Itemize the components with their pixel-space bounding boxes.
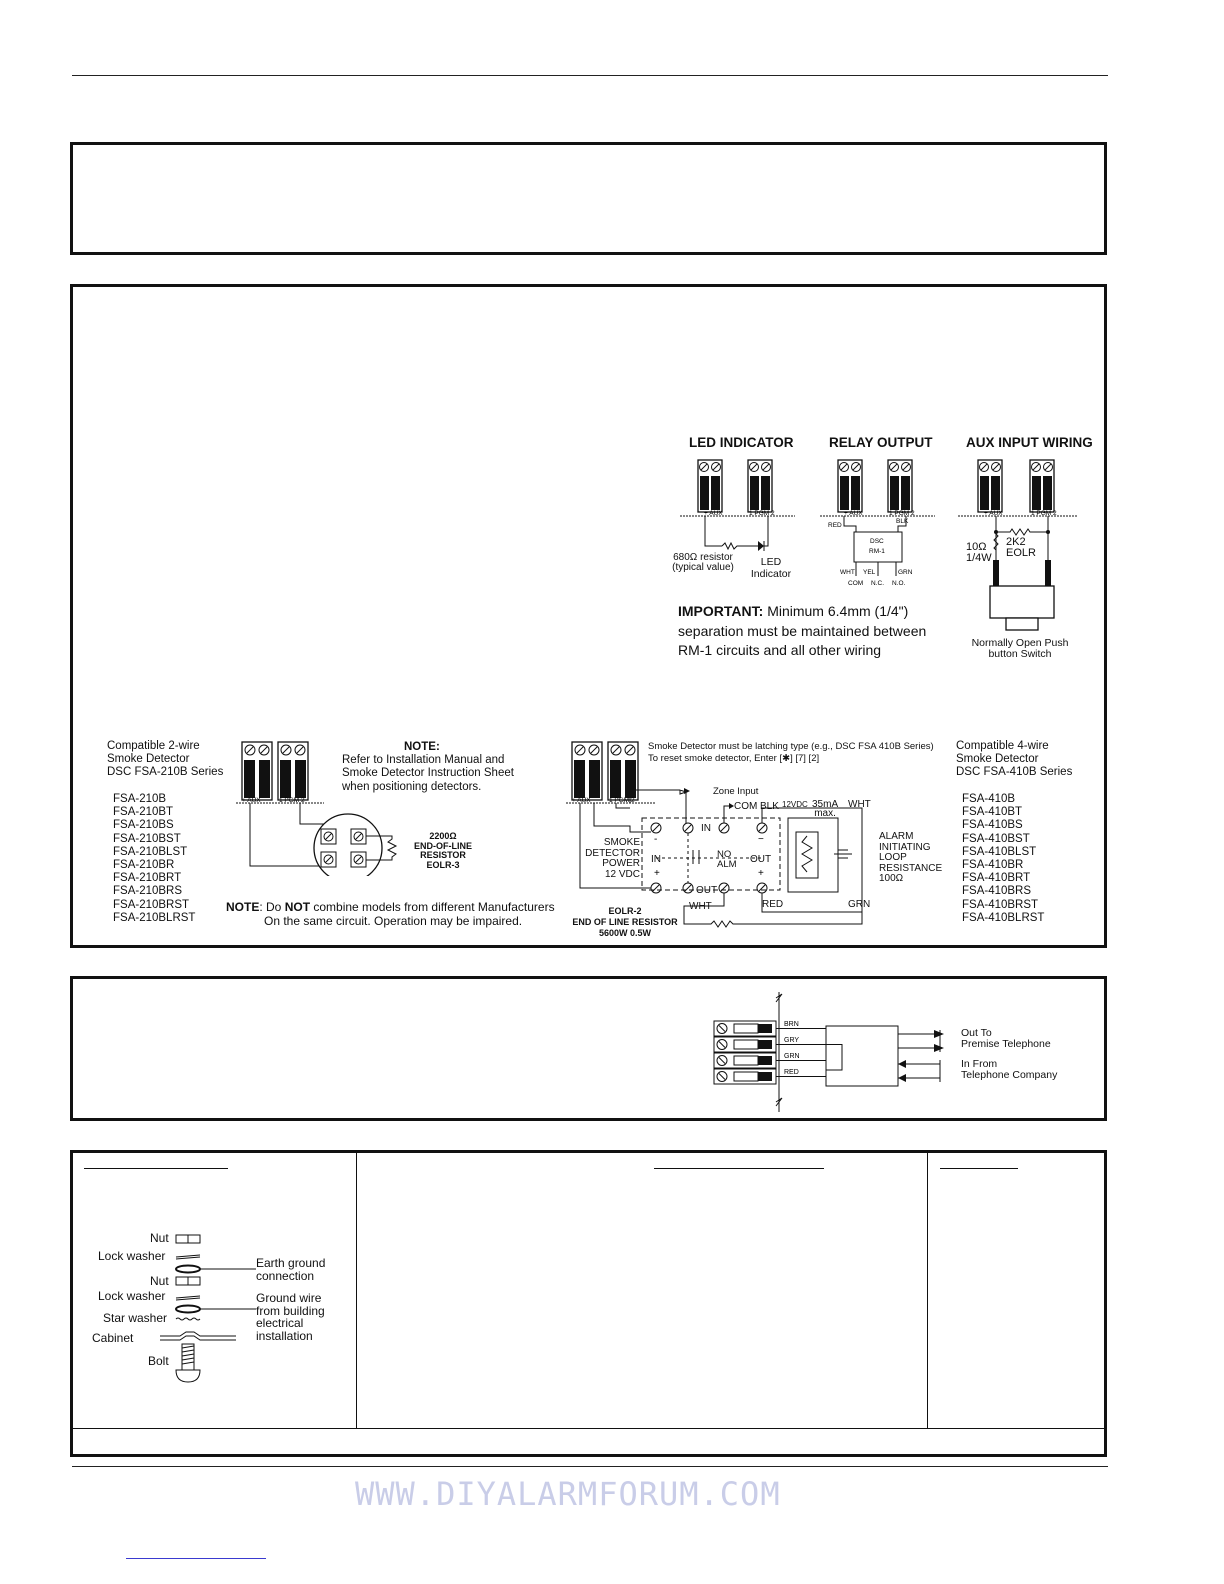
list-item: FSA-410B: [962, 793, 1016, 805]
loop-resistance-label: [879, 832, 942, 885]
four-wire-heading: [956, 740, 1072, 780]
relay-terminal-blocks: [820, 460, 935, 587]
in-line2: Telephone Company: [961, 1068, 1058, 1081]
aux-aux-label: + AUX: [984, 510, 1003, 517]
led-resistor-label: 680Ω resistor (typical value): [672, 552, 734, 573]
table-divider-right: [927, 1152, 928, 1429]
wire-grn-label: GRN: [784, 1053, 800, 1060]
cabinet-label: Cabinet: [92, 1331, 134, 1345]
wht-bottom-label: WHT: [689, 901, 712, 912]
list-item: FSA-410BR: [962, 858, 1024, 871]
blk-label: BLK: [760, 801, 779, 812]
gw-line1: Ground wire: [256, 1291, 322, 1305]
two-wire-note-line1: Refer to Installation Manual and: [342, 754, 505, 767]
star-washer-label: Star washer: [103, 1311, 168, 1325]
list-item: FSA-210BRS: [113, 885, 183, 898]
aux-input-title: AUX INPUT WIRING: [966, 435, 1093, 450]
list-item: FSA-410BLST: [962, 845, 1037, 858]
rm1-label-b: RM-1: [869, 548, 885, 555]
led-aux-label: + AUX: [704, 510, 723, 517]
eolr2-line1: EOLR-2: [608, 906, 642, 916]
gw-line3: electrical: [256, 1316, 304, 1330]
in-left-label: IN: [651, 854, 661, 865]
list-item: FSA-210BRST: [113, 898, 190, 911]
in-top-label: IN: [701, 823, 711, 834]
relay-wire-yel: YEL: [863, 569, 876, 576]
led-indicator-title: LED INDICATOR: [689, 435, 794, 450]
plus-right-bottom: +: [758, 868, 764, 879]
gw-line2: from building: [256, 1303, 325, 1318]
two-wire-heading: [107, 740, 223, 780]
relay-pgm-label: 1 PGM 2: [889, 510, 915, 517]
led-pgm-label: 1 PGM 2: [749, 510, 775, 517]
eolr2-line2: END OF LINE RESISTOR: [572, 917, 678, 927]
aux-r1-label: 10Ω 1/4W: [966, 541, 992, 564]
important-line3: RM-1 circuits and all other wiring: [678, 642, 882, 658]
out-line1: Out To: [961, 1027, 992, 1039]
list-item: FSA-410BST: [962, 832, 1030, 845]
led-indicator-label: LED Indicator: [750, 556, 792, 580]
bottom-rule: [72, 1466, 1108, 1467]
four-wire-heading-2: Smoke Detector: [956, 753, 1039, 766]
aux-r2-label: 2K2 EOLR: [1006, 536, 1036, 559]
ma-line1: 35mA: [812, 799, 839, 810]
list-item: FSA-210BRT: [113, 872, 182, 885]
two-wire-note: [342, 741, 514, 794]
earth-ground-label: [256, 1257, 325, 1282]
warn-line2: On the same circuit. Operation may be impaired.: [264, 914, 523, 928]
relay-wire-grn: GRN: [898, 569, 913, 576]
list-item: FSA-210BLST: [113, 845, 188, 858]
eol3-line2: END-OF-LINE: [414, 840, 472, 851]
list-item: FSA-210B: [113, 793, 167, 805]
power-line3: POWER: [602, 858, 640, 869]
list-item: FSA-210BLRST: [113, 911, 196, 924]
relay-term-com: COM: [848, 580, 864, 587]
loop-line3: LOOP: [879, 852, 907, 863]
earth-line2: connection: [256, 1268, 315, 1283]
wire-red-label: RED: [784, 1069, 799, 1076]
plus-left-bottom: +: [654, 868, 660, 879]
list-item: FSA-210BST: [113, 832, 181, 845]
col1-heading-underline: [84, 1168, 228, 1169]
no-alm-label: NO ALM: [717, 849, 737, 870]
eolr2-line3: 5600W 0.5W: [598, 928, 652, 938]
earth-line1: Earth ground: [256, 1256, 326, 1270]
relay-wire-red: RED: [828, 522, 842, 529]
warn-b: NOT: [284, 900, 311, 914]
important-line1: Minimum 6.4mm (1/4"): [767, 603, 909, 619]
nut2-label: Nut: [150, 1274, 169, 1288]
lock1-label: Lock washer: [98, 1249, 166, 1263]
relay-aux-label: + AUX: [844, 510, 863, 517]
in-from-telco-label: [961, 1059, 1057, 1080]
four-wire-heading-3: DSC FSA-410B Series: [956, 766, 1073, 779]
watermark: WWW.DIYALARMFORUM.COM: [355, 1475, 781, 1513]
led-terminal-blocks: [680, 460, 795, 551]
out-bottom-label: OUT: [696, 885, 718, 896]
detector-power-label: [580, 838, 640, 880]
loop-line1: ALARM: [879, 831, 914, 842]
grounding-hardware-diagram: [160, 1228, 260, 1388]
footer-link-underline[interactable]: [126, 1558, 266, 1559]
gw-line4: installation: [256, 1328, 313, 1343]
out-line2: Premise Telephone: [961, 1037, 1051, 1050]
two-wire-note-line3: when positioning detectors.: [342, 780, 482, 793]
latch-line1: Smoke Detector must be latching type (e.g., DSC FSA 410B Series): [648, 741, 934, 752]
two-wire-aux-label: + AUX: [242, 797, 261, 804]
latch-line2: To reset smoke detector, Enter [✱] [7] [2]: [648, 753, 820, 764]
important-line2: separation must be maintained between: [678, 622, 927, 639]
eol3-line4: EOLR-3: [426, 859, 460, 870]
loop-line2: INITIATING: [879, 841, 931, 853]
relay-wire-wht: WHT: [840, 569, 855, 576]
table-footer-rule: [73, 1428, 1104, 1429]
four-wire-pgm-label: 1 PGM 2: [609, 797, 635, 804]
minus-right-top: −: [758, 834, 764, 845]
list-item: FSA-410BRS: [962, 885, 1032, 898]
eolr2-label: [566, 906, 684, 939]
two-wire-heading-3: DSC FSA-210B Series: [107, 766, 224, 779]
two-wire-pgm-label: 1 PGM 2: [279, 797, 305, 804]
relay-wire-blk: BLK: [896, 518, 909, 525]
two-wire-heading-2: Smoke Detector: [107, 753, 190, 766]
out-right-label: OUT: [750, 854, 772, 865]
list-item: FSA-210BT: [113, 806, 174, 819]
warn-prefix: NOTE: [226, 900, 260, 914]
in-line1: In From: [961, 1058, 998, 1070]
warn-c: combine models from different Manufacturers: [310, 900, 555, 914]
lock2-label: Lock washer: [98, 1289, 166, 1303]
zone-input-label: Zone Input: [713, 786, 759, 797]
important-prefix: IMPORTANT:: [678, 603, 764, 619]
table-divider-left: [356, 1152, 357, 1429]
empty-header-box: [70, 142, 1107, 255]
nut1-label: Nut: [150, 1231, 169, 1245]
col3-heading-underline: [940, 1168, 1018, 1169]
list-item: FSA-410BRST: [962, 898, 1039, 911]
ma-line2: max.: [814, 808, 836, 819]
eol3-line1: 2200Ω: [429, 831, 457, 841]
loop-line4: RESISTANCE: [879, 862, 943, 874]
out-to-premise-label: [961, 1028, 1051, 1049]
top-rule: [72, 75, 1108, 76]
aux-pgm-label: 1 PGM 2: [1031, 510, 1057, 517]
loop-line5: 100Ω: [879, 873, 904, 884]
power-line4: 12 VDC: [604, 868, 640, 880]
wht-top-label: WHT: [848, 799, 871, 810]
minus-left-top: -: [654, 834, 658, 845]
four-wire-model-list: [962, 793, 1044, 925]
warn-a: : Do: [259, 900, 285, 914]
wire-brn-label: BRN: [784, 1021, 799, 1028]
two-wire-heading-1: Compatible 2-wire: [107, 740, 200, 752]
relay-term-nc: N.C.: [871, 580, 884, 587]
two-wire-note-line2: Smoke Detector Instruction Sheet: [342, 767, 514, 780]
list-item: FSA-410BRT: [962, 872, 1031, 885]
red-label: RED: [762, 899, 784, 910]
eol3-line3: RESISTOR: [420, 850, 466, 860]
grn-label: GRN: [848, 899, 871, 910]
rm1-label-a: DSC: [870, 538, 884, 545]
aux-switch-label: Normally Open Push button Switch: [971, 637, 1069, 660]
relay-output-title: RELAY OUTPUT: [829, 435, 933, 450]
twelve-volt-label: 12VDC: [782, 800, 808, 809]
telephone-wiring-diagram: [700, 990, 1060, 1114]
list-item: FSA-210BR: [113, 858, 175, 871]
col2-heading-underline: [654, 1168, 824, 1169]
four-wire-aux-label: + AUX: [572, 797, 591, 804]
four-wire-heading-1: Compatible 4-wire: [956, 740, 1049, 752]
two-wire-eol-resistor: [398, 832, 488, 870]
power-line2: DETECTOR: [585, 847, 640, 859]
milliamp-label: [812, 800, 838, 818]
important-note: [678, 602, 926, 661]
list-item: FSA-410BT: [962, 806, 1023, 819]
list-item: FSA-410BS: [962, 819, 1023, 832]
ground-wire-label: [256, 1292, 325, 1342]
two-wire-warning: [226, 900, 555, 928]
list-item: FSA-410BLRST: [962, 911, 1045, 924]
wire-gry-label: GRY: [784, 1037, 800, 1044]
com-label: COM: [734, 801, 758, 812]
relay-term-no: N.O.: [892, 580, 906, 587]
list-item: FSA-210BS: [113, 819, 174, 832]
bolt-label: Bolt: [148, 1354, 169, 1368]
two-wire-note-title: NOTE:: [404, 741, 440, 753]
two-wire-model-list: [113, 793, 195, 925]
power-line1: SMOKE: [603, 837, 640, 848]
